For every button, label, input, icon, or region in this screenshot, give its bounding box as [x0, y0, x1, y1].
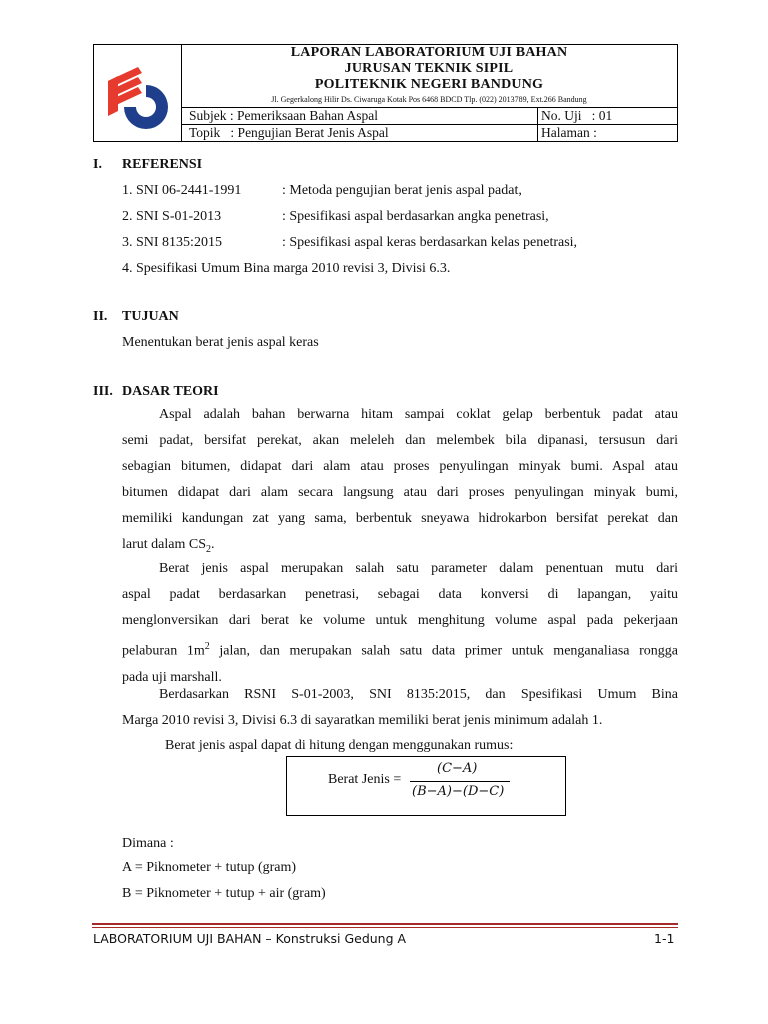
- p2-line-4-a: pelaburan 1m: [122, 643, 205, 659]
- ref-code-3: 3. SNI 8135:2015: [122, 235, 222, 250]
- section-title-referensi: REFERENSI: [122, 157, 203, 172]
- p3-line-1: Berdasarkan RSNI S-01-2003, SNI 8135:2015, dan Spesifikasi Umum Bina: [159, 687, 678, 702]
- p2-superscript: 2: [204, 641, 210, 652]
- p1-end: .: [211, 537, 215, 552]
- footer-page-number: 1-1: [654, 931, 675, 946]
- p2-line-5: pada uji marshall.: [122, 669, 222, 685]
- polban-logo-icon: [94, 45, 181, 141]
- ref-desc-2: : Spesifikasi aspal berdasarkan angka penetrasi,: [282, 209, 549, 224]
- p1-line-1: Aspal adalah bahan berwarna hitam sampai coklat gelap berbentuk padat atau: [159, 407, 678, 422]
- paragraph-1: [122, 402, 678, 563]
- p2-line-2: aspal padat berdasarkan penetrasi, sebagai data konversi di lapangan, yaitu: [122, 587, 678, 602]
- formula-box: [286, 756, 566, 816]
- section-title-dasar-teori: DASAR TEORI: [122, 384, 219, 399]
- variable-a: A = Piknometer + tutup (gram): [122, 860, 297, 875]
- footer-rule-thin: [92, 927, 678, 928]
- p2-line-3: menglonversikan dari berat ke volume untuk menghitung volume aspal pada pekerjaan: [122, 613, 678, 628]
- p1-line-4: bitumen didapat dari alam secara langsung atau dari proses penyulingan minyak bumi,: [122, 485, 678, 500]
- section-numeral-1: I.: [93, 157, 102, 172]
- p1-last-text: larut dalam CS: [122, 537, 206, 552]
- title-line-3: POLITEKNIK NEGERI BANDUNG: [314, 77, 544, 92]
- p1-subscript: 2: [206, 543, 211, 555]
- p2-line-1: Berat jenis aspal merupakan salah satu parameter dalam penentuan mutu dari: [159, 561, 678, 576]
- p1-line-5: memiliki kandungan zat yang sama, berbentuk sneyawa hidrokarbon bersifat perekat dan: [122, 511, 678, 526]
- ref-code-1: 1. SNI 06-2441-1991: [122, 183, 242, 198]
- report-header-table: [93, 44, 678, 142]
- ref-item-4: 4. Spesifikasi Umum Bina marga 2010 revisi 3, Divisi 6.3.: [122, 261, 451, 276]
- paragraph-2: [122, 556, 678, 691]
- header-col-divider: [537, 107, 538, 141]
- p2-line-4-b: jalan, dan merupakan salah satu data primer untuk menganaliasa rongga: [209, 643, 678, 659]
- logo-cell: [94, 45, 182, 141]
- section-title-tujuan: TUJUAN: [122, 309, 179, 324]
- title-line-2: JURUSAN TEKNIK SIPIL: [344, 61, 514, 76]
- formula-denominator: (B−A)−(D−C): [412, 784, 505, 799]
- p3-line-2: Marga 2010 revisi 3, Divisi 6.3 di sayaratkan memiliki berat jenis minimum adalah 1.: [122, 713, 603, 728]
- no-uji-field: No. Uji : 01: [541, 108, 613, 123]
- section-numeral-2: II.: [93, 309, 108, 324]
- footer-rule-thick: [92, 923, 678, 925]
- p1-line-2: semi padat, bersifat perekat, akan meleleh dan melembek bila dipanasi, tersusun dari: [122, 433, 678, 448]
- section-numeral-3: III.: [93, 384, 113, 399]
- address-text: Jl. Gegerkalong Hilir Ds. Ciwaruga Kotak Pos 6468 BDCD Tlp. (022) 2013789, Ext.266 Bandung: [271, 95, 587, 104]
- subjek-field: Subjek : Pemeriksaan Bahan Aspal: [189, 108, 378, 123]
- p1-line-3: sebagian bitumen, didapat dari alam atau proses penyulingan minyak bumi. Aspal atau: [122, 459, 678, 474]
- formula-label: Berat Jenis =: [328, 772, 402, 787]
- ref-code-2: 2. SNI S-01-2013: [122, 209, 222, 224]
- paragraph-4: Berat jenis aspal dapat di hitung dengan menggunakan rumus:: [165, 738, 514, 753]
- ref-desc-1: : Metoda pengujian berat jenis aspal padat,: [282, 183, 522, 198]
- fraction-bar: [410, 781, 510, 782]
- tujuan-text: Menentukan berat jenis aspal keras: [122, 335, 319, 350]
- halaman-field: Halaman :: [541, 125, 597, 140]
- title-line-1: LAPORAN LABORATORIUM UJI BAHAN: [290, 45, 568, 60]
- variable-b: B = Piknometer + tutup + air (gram): [122, 886, 326, 901]
- topik-field: Topik : Pengujian Berat Jenis Aspal: [189, 125, 389, 140]
- footer-lab-name: LABORATORIUM UJI BAHAN – Konstruksi Gedung A: [93, 931, 407, 946]
- formula-numerator: (C−A): [437, 761, 478, 776]
- dimana-label: Dimana :: [122, 836, 174, 851]
- ref-desc-3: : Spesifikasi aspal keras berdasarkan kelas penetrasi,: [282, 235, 578, 250]
- p2-line-4: [122, 634, 678, 665]
- paragraph-3: [122, 682, 678, 734]
